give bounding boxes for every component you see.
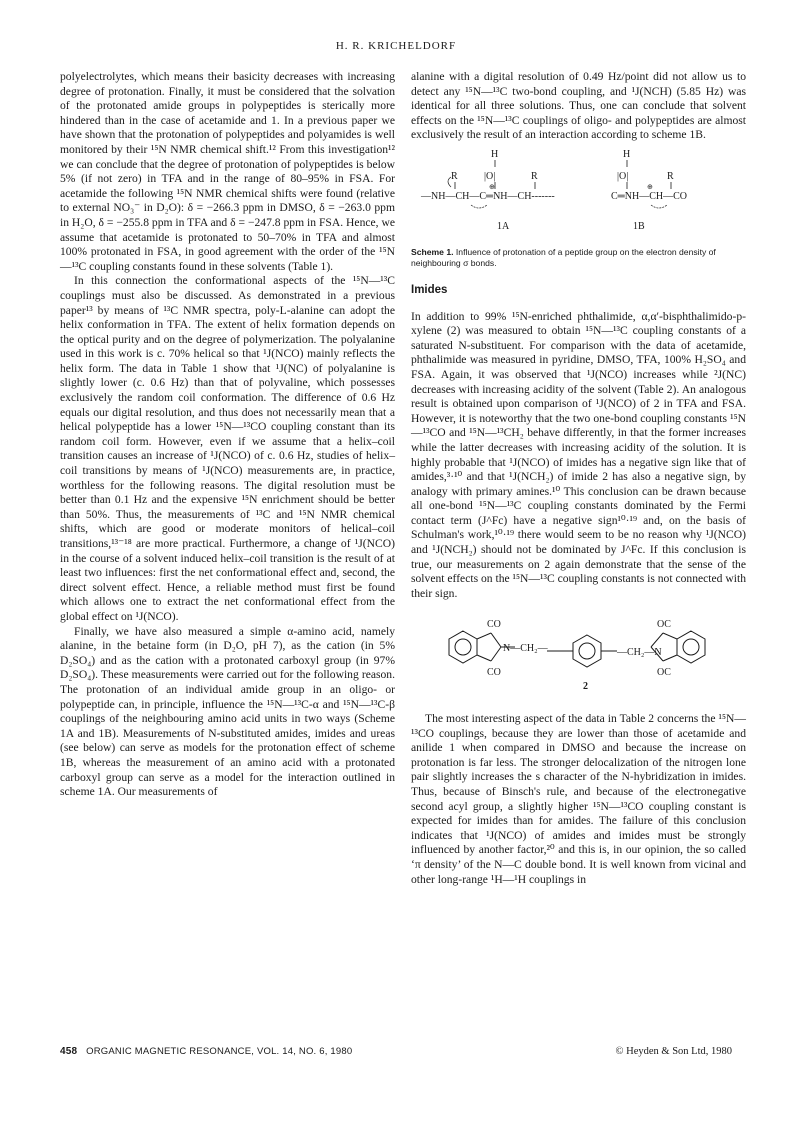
page-number: 458: [60, 1046, 78, 1057]
paragraph: In addition to 99% ¹⁵N-enriched phthalimide, α,α′-bisphthalimido-p-xylene (2) was measured to obtain ¹⁵N—¹³C coupling constants of a saturated N-substituent. For comparison with the data of acetamide, phthalimide was measured in pyridine, DMSO, TFA, 100% H₂SO₄ and FSA. Again, it was observed that ¹J(NCO) increases while ²J(NC) decreases with increasing acidity of the solvent (Table 2). An analogous result is obtained upon comparison of ¹J(NCO) of 2 in TFA and FSA. However, it is noteworthy that the two one-bond coupling constants ¹⁵N—¹³CO and ¹⁵N—¹³CH₂ behave differently, in that the former increases while the latter decreases with increasing acidity of the solution. It is highly probable that ¹J(NCO) of imides has a negative sign like that of amides,³·¹⁰ and that ¹J(NCH₂) of imide 2 has also a negative sign, by analogy with primary amines.¹⁰ This conclusion can be drawn because all one-bond ¹⁵N—¹³C coupling constants dominated by the Fermi contact term (J^Fc) have a negative sign¹⁰·¹⁹ and, on the basis of Schulman's work,¹⁰·¹⁹ there would seem to be no reason why ¹J(NCO) and ¹J(NCH₂) should not be dominated by J^Fc. If this conclusion is true, our measurements on 2 again demonstrate that the sense of the solvent effects on the ¹⁵N—¹³C coupling constants is not connected with their sign.: [411, 309, 746, 600]
footer-copyright: © Heyden & Son Ltd, 1980: [615, 1046, 732, 1057]
svg-text:|O|: |O|: [617, 170, 629, 182]
svg-text:H: H: [491, 148, 499, 160]
svg-text:CO: CO: [487, 667, 501, 679]
running-head: H. R. KRICHELDORF: [335, 40, 457, 52]
scheme-1-drawing: [411, 147, 746, 247]
svg-text:—NH—CH—C═NH—CH-------: —NH—CH—C═NH—CH-------: [421, 190, 555, 202]
svg-text:1A: 1A: [497, 220, 510, 232]
svg-text:⊕: ⊕: [647, 182, 653, 191]
footer-journal: [60, 1046, 352, 1057]
paragraph: In this connection the conformational aspects of the ¹⁵N—¹³C couplings must also be discussed. As demonstrated in a previous paper¹³ by means of ¹³C NMR spectra, poly-L-alanine can adopt the helix conformation in TFA. The extent of helix formation depends on the optical purity and on the degree of polymerization. The polyalanine used in this work is c. 70% helical so that ¹J(NCO) mainly reflects the helix form. The data in Table 1 show that ¹J(NC) of polyalanine is slightly lower (c. 0.6 Hz) than that of polyvaline, which possesses exclusively the random coil conformation. The difference of 0.6 Hz equals our digital resolution, and thus does not necessarily mean that a helical polypeptide has a lower ¹⁵N—¹³CO coupling constant than its random coil form. However, even if we assume that a helix–coil transition causes an increase of ¹J(NCO) of c. 0.6 Hz, studies of helix–coil transitions by means of ¹J(NCO) measurements are, in practice, worthless for the following reasons. The digital resolution must be better than 0.1 Hz and the expensive ¹⁵N enrichment should be better than 50%. Thus, the measurements of ¹³C and ¹⁵N NMR chemical shifts, which are good or moderate monitors of helical–coil transitions,¹³⁻¹⁸ are more practical. Furthermore, a change of ¹J(NCO) in the course of a solvent induced helix–coil transition is the result of at least two influences: first the net conformational effect and, second, the direct solvent effect. Hence, a reliable method must first be found which allows one to extract the net conformational effect from the global effect on ¹J(NCO).: [60, 274, 395, 623]
svg-text:R: R: [451, 170, 458, 182]
svg-text:H: H: [623, 148, 631, 160]
paragraph: alanine with a digital resolution of 0.49 Hz/point did not allow us to detect any ¹⁵N—¹³C two-bond coupling, and ¹J(NCH) (5.85 Hz) was identical for all three solutions. Thus, one can conclude that solvent effects on the ¹⁵N—¹³C couplings of oligo- and polypeptides are almost exclusively the result of an interaction according to scheme 1B.: [411, 70, 746, 142]
svg-text:CO: CO: [487, 619, 501, 631]
compound-label: 2: [583, 681, 588, 693]
section-title: Imides: [411, 283, 448, 296]
caption-label: Scheme 1.: [411, 246, 454, 257]
caption-text: Influence of protonation of a peptide group on the electron density of neighbouring σ bonds.: [411, 246, 716, 268]
svg-text:OC: OC: [657, 619, 671, 631]
paragraph: The most interesting aspect of the data in Table 2 concerns the ¹⁵N—¹³CO couplings, because they are lower than those of acetamide and anilide 1 when compared in DMSO and because the increase on protonation is far less. The stronger delocalization of the nitrogen lone pair slightly increases the s character of the N-hybridization in imides. Thus, because of Binsch's rule, and because of the electronegative second acyl group, a slightly higher ¹⁵N—¹³CO coupling constant is expected for imides than for amides. The failure of this conclusion indicates that ¹J(NCO) of amides and imides must be strongly influenced by another factor,²⁰ and this is, in our opinion, the so called ‘π density’ of the N—C double bond. It is well known from vicinal and other long-range ¹H—¹H couplings in: [411, 712, 746, 886]
svg-text:R: R: [667, 170, 674, 182]
svg-text:—CH₂—N: —CH₂—N: [617, 647, 662, 659]
svg-text:C═NH—CH—CO: C═NH—CH—CO: [611, 190, 687, 202]
scheme-1: [411, 147, 746, 269]
paragraph: polyelectrolytes, which means their basicity decreases with increasing degree of protonation. Finally, it must be considered that the solvation of the protonated amide groups in polypeptides is sterically more hindered than in the case of acetamide and 1. In a previous paper we have shown that the protonation of polypeptides and polyamides is well monitored by their ¹⁵N NMR chemical shift.¹² From this investigation¹² we can conclude that the degree of protonation of polypeptides is below 5% (if not zero) in TFA and in the range of 80–95% in FSA. For acetamide the following ¹⁵N NMR chemical shifts were found (relative to external NO₃⁻ in D₂O): δ = −266.3 ppm in DMSO, δ = −263.0 ppm in H₂O, δ = −255.8 ppm in TFA and δ = −247.8 ppm in FSA. Hence, we assume that acetamide is protonated to 50–70% in TFA and almost 100% protonated in FSA, in good agreement with the order of the ¹⁵N—¹³C coupling constants found in these solvents (Table 1).: [60, 70, 395, 273]
compound-2-drawing: [411, 611, 746, 697]
svg-text:1B: 1B: [633, 220, 645, 232]
svg-text:|O|: |O|: [484, 170, 496, 182]
scheme-caption: [411, 247, 746, 269]
svg-text:OC: OC: [657, 667, 671, 679]
left-column: [60, 70, 395, 800]
svg-text:⊕: ⊕: [489, 182, 495, 191]
paragraph: Finally, we have also measured a simple α-amino acid, namely alanine, in the betaine form (in D₂O, pH 7), as the cation (in 5% D₂SO₄) and as the cation with a protonated carboxyl group (in 97% D₂SO₄). These measurements were carried out for the following reason. The protonation of an individual amide group in an oligo- or polypeptide can, in principle, influence the ¹⁵N—¹³C-α and ¹⁵N—¹³C-β couplings of the neighbouring amino acid units in two ways (Scheme 1A and 1B). Measurements of N-substituted amides, imides and ureas (see below) can serve as models for the protonation effect of scheme 1B, whereas the measurement of an amino acid with a protonated carboxyl group can serve as a model for the interaction outlined in scheme 1A. Our measurements of: [60, 624, 395, 799]
svg-text:N—CH₂—: N—CH₂—: [503, 643, 548, 655]
journal-citation: ORGANIC MAGNETIC RESONANCE, VOL. 14, NO. 6, 1980: [86, 1046, 353, 1057]
compound-2-structure: [411, 611, 746, 702]
svg-text:R: R: [531, 170, 538, 182]
right-column: [411, 70, 746, 887]
